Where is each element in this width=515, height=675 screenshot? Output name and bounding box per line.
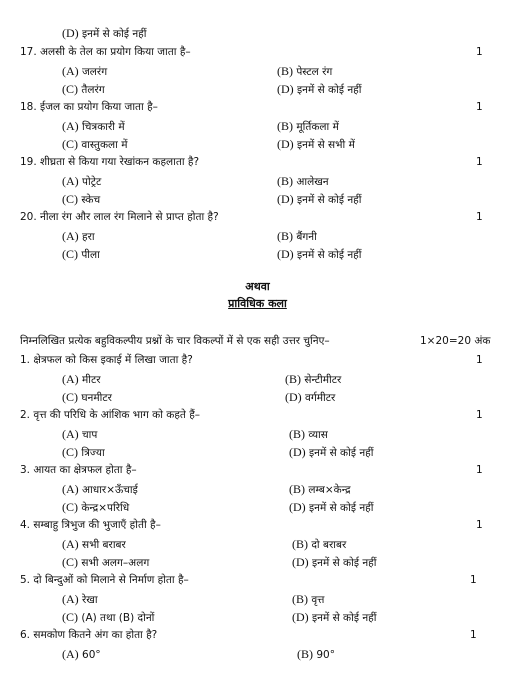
option-a: (A) चित्रकारी में (62, 119, 125, 133)
question-17: 17. अलसी के तेल का प्रयोग किया जाता है– (20, 46, 191, 58)
option-a: (A) सभी बराबर (62, 537, 126, 551)
option-d: (D) इनमें से कोई नहीं (292, 555, 377, 569)
option-c: (C) वास्तुकला में (62, 137, 128, 151)
option-c: (C) घनमीटर (62, 390, 112, 404)
option-d: (D) इनमें से कोई नहीं (289, 445, 374, 459)
option-d: (D) इनमें से सभी में (277, 137, 355, 151)
option-c: (C) सभी अलग–अलग (62, 555, 150, 569)
option-c: (C) तैलरंग (62, 82, 105, 96)
question-mark: 1 (476, 464, 483, 476)
option-b: (B) दो बराबर (292, 537, 347, 551)
total-marks: 1×20=20 अंक (420, 335, 491, 347)
option-b: (B) पेस्टल रंग (277, 64, 333, 78)
option-d: (D) इनमें से कोई नहीं (277, 192, 362, 206)
option-b: (B) बैंगनी (277, 229, 317, 243)
question-18: 18. ईजल का प्रयोग किया जाता है– (20, 101, 158, 113)
question-mark: 1 (476, 156, 483, 168)
or-heading: अथवा (245, 280, 270, 293)
question-mark: 1 (476, 101, 483, 113)
option-d: (D) इनमें से कोई नहीं (277, 82, 362, 96)
option-d: (D) इनमें से कोई नहीं (277, 247, 362, 261)
option-a: (A) हरा (62, 229, 95, 243)
question-mark: 1 (476, 409, 483, 421)
question-mark: 1 (470, 629, 477, 641)
option-c: (C) पीला (62, 247, 100, 261)
section-title: प्राविधिक कला (228, 297, 287, 310)
question-19: 19. शीघ्रता से किया गया रेखांकन कहलाता है? (20, 156, 200, 168)
option-d: (D) इनमें से कोई नहीं (62, 26, 147, 40)
question-3: 3. आयत का क्षेत्रफल होता है– (20, 464, 137, 476)
question-6: 6. समकोण कितने अंग का होता है? (20, 629, 158, 641)
option-a: (A) आधार×ऊँचाई (62, 482, 138, 496)
question-1: 1. क्षेत्रफल को किस इकाई में लिखा जाता है? (20, 354, 193, 366)
option-b: (B) 90° (297, 647, 335, 661)
question-4: 4. सम्बाहु त्रिभुज की भुजाएँ होती है– (20, 519, 161, 531)
question-mark: 1 (476, 354, 483, 366)
option-b: (B) व्यास (289, 427, 328, 441)
option-c: (C) (A) तथा (B) दोनों (62, 610, 155, 624)
option-c: (C) स्केच (62, 192, 101, 206)
question-5: 5. दो बिन्दुओं को मिलाने से निर्माण होता है– (20, 574, 189, 586)
option-c: (C) केन्द्र×परिधि (62, 500, 130, 514)
option-a: (A) रेखा (62, 592, 98, 606)
option-c: (C) त्रिज्या (62, 445, 105, 459)
option-d: (D) इनमें से कोई नहीं (289, 500, 374, 514)
option-d: (D) इनमें से कोई नहीं (292, 610, 377, 624)
option-b: (B) सेन्टीमीटर (285, 372, 342, 386)
option-a: (A) चाप (62, 427, 98, 441)
option-a: (A) मीटर (62, 372, 101, 386)
option-a: (A) जलरंग (62, 64, 108, 78)
question-20: 20. नीला रंग और लाल रंग मिलाने से प्राप्त होता है? (20, 211, 219, 223)
option-b: (B) मूर्तिकला में (277, 119, 339, 133)
option-b: (B) लम्ब×केन्द्र (289, 482, 351, 496)
question-mark: 1 (476, 46, 483, 58)
instruction-text: निम्नलिखित प्रत्येक बहुविकल्पीय प्रश्नों के चार विकल्पों में से एक सही उत्तर चुनिए– (20, 335, 330, 347)
option-d: (D) वर्गमीटर (285, 390, 336, 404)
option-b: (B) वृत्त (292, 592, 325, 606)
question-2: 2. वृत्त की परिधि के आंशिक भाग को कहते हैं– (20, 409, 201, 421)
question-mark: 1 (476, 211, 483, 223)
question-mark: 1 (470, 574, 477, 586)
option-b: (B) आलेखन (277, 174, 329, 188)
option-a: (A) पोट्रेट (62, 174, 102, 188)
question-mark: 1 (476, 519, 483, 531)
option-a: (A) 60° (62, 647, 101, 661)
